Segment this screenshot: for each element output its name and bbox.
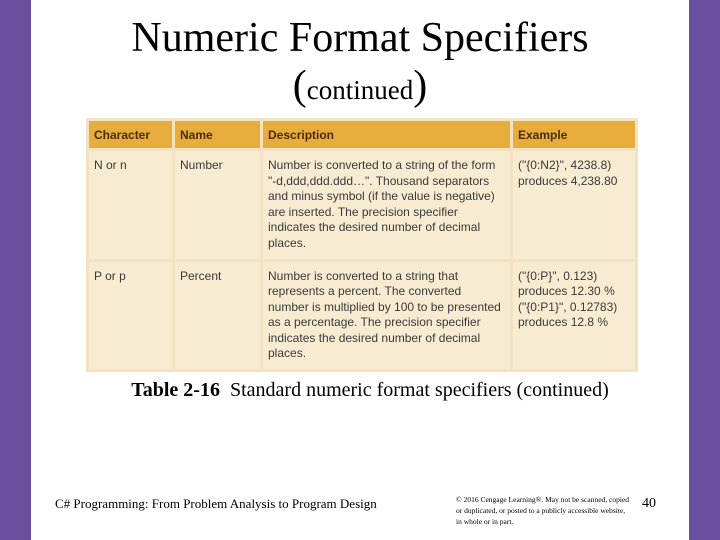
table-header-row xyxy=(89,121,635,148)
header-example: Example xyxy=(513,121,635,148)
table-caption-text: Standard numeric format specifiers (continued) xyxy=(229,379,609,401)
format-specifier-table xyxy=(86,118,638,372)
example-line: ("{0:N2}", 4238.8) xyxy=(518,158,612,172)
left-decorative-bar xyxy=(0,0,31,540)
format-specifier-table-image xyxy=(86,118,638,372)
page-number: 40 xyxy=(642,496,656,511)
table-row xyxy=(89,262,635,370)
header-character: Character xyxy=(89,121,172,148)
table-caption-number: Table 2-16 xyxy=(131,379,220,401)
header-name: Name xyxy=(175,121,260,148)
title-paren-close: ) xyxy=(413,63,428,109)
cell-example xyxy=(513,151,635,259)
footer-book-title: C# Programming: From Problem Analysis to Program Design xyxy=(55,496,377,511)
cell-character: P or p xyxy=(89,262,172,370)
table-row xyxy=(89,151,635,259)
example-line: produces 12.30 % xyxy=(518,284,615,298)
example-line: produces 4,238.80 xyxy=(518,173,618,188)
example-line: ("{0:P1}", 0.12783) xyxy=(518,299,618,314)
slide-title xyxy=(60,14,660,114)
right-decorative-bar xyxy=(689,0,720,540)
example-line: ("{0:P}", 0.123) xyxy=(518,268,598,283)
example-line: produces 12.8 % xyxy=(518,315,609,329)
cell-character: N or n xyxy=(89,151,172,259)
title-line-1: Numeric Format Specifiers xyxy=(131,15,589,61)
cell-description: Number is converted to a string that represents a percent. The converted number is multiplied by 100 to be presented as a percentage. The precision specifier indicates the desired number of decimal places. xyxy=(263,262,510,370)
cell-example xyxy=(513,262,635,370)
title-paren-open: ( xyxy=(292,63,307,109)
footer-copyright: © 2016 Cengage Learning®. May not be scanned, copied or duplicated, or posted to a publicly accessible website, in whole or in part. xyxy=(456,495,630,526)
cell-name: Percent xyxy=(175,262,260,370)
table-caption xyxy=(60,379,680,402)
header-description: Description xyxy=(263,121,510,148)
cell-name: Number xyxy=(175,151,260,259)
title-line-2 xyxy=(60,62,660,114)
title-continued: continued xyxy=(306,75,414,105)
cell-description: Number is converted to a string of the form "-d,ddd,ddd.ddd…". Thousand separators and minus symbol (if the value is negative) are inserted. The precision specifier indicates the desired number of decimal places. xyxy=(263,151,510,259)
